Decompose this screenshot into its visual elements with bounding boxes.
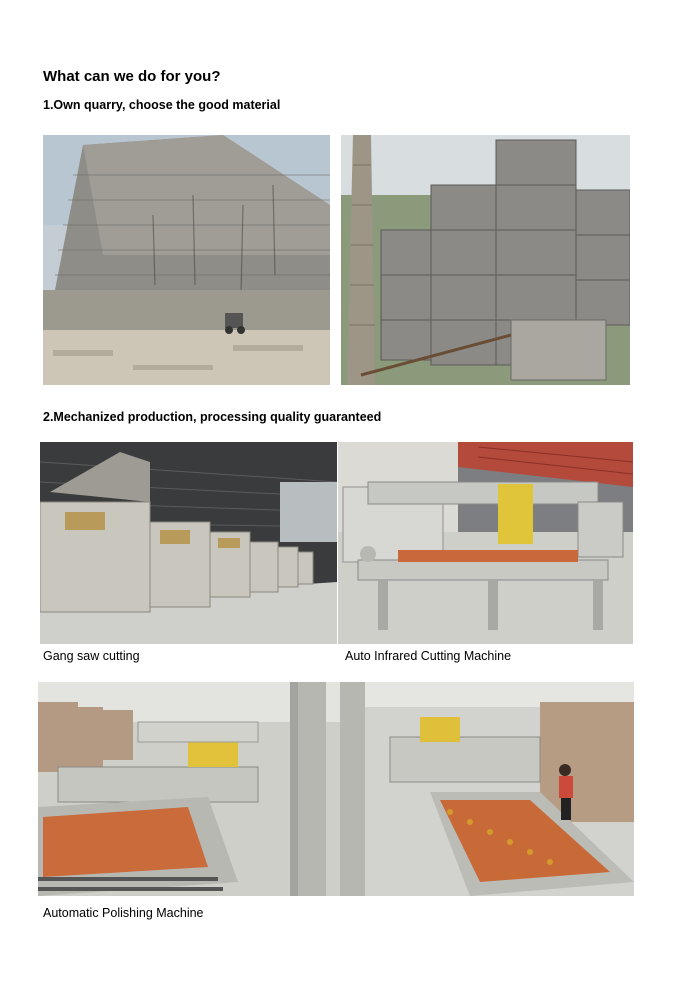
section-1-title: 1.Own quarry, choose the good material xyxy=(43,98,281,112)
polishing-machine-photo-left xyxy=(38,682,340,896)
gang-saw-photo xyxy=(40,442,337,644)
polishing-machine-photo-right xyxy=(340,682,634,896)
stone-blocks-photo xyxy=(341,135,630,385)
quarry-cliff-photo xyxy=(43,135,330,385)
caption-infrared-cutting: Auto Infrared Cutting Machine xyxy=(345,649,512,663)
caption-polishing-machine: Automatic Polishing Machine xyxy=(43,906,204,920)
section-2-title: 2.Mechanized production, processing quality guaranteed xyxy=(43,410,382,424)
page-heading: What can we do for you? xyxy=(43,68,221,85)
caption-gang-saw: Gang saw cutting xyxy=(43,649,140,663)
infrared-cutting-photo xyxy=(338,442,633,644)
